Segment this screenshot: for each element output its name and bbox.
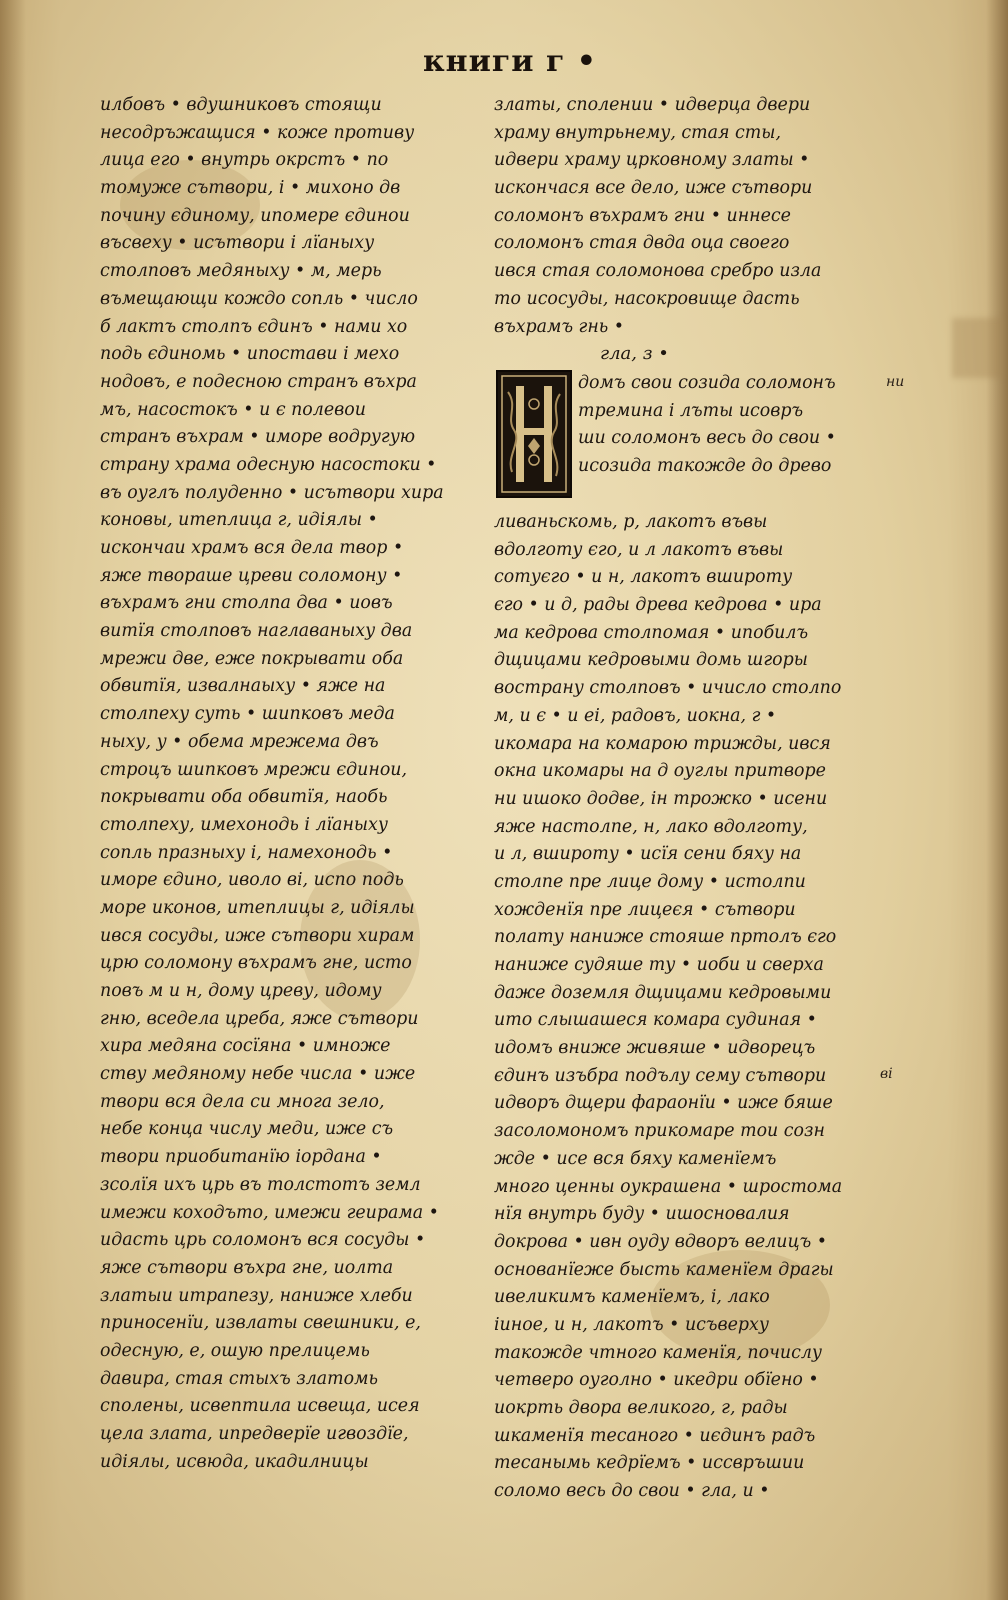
text-line: вдолготу єго, и л лакотъ въвы [494, 539, 784, 560]
text-line: соломо весь до свои • гла, и • [494, 1481, 770, 1502]
text-line: исозида такожде до древо [578, 456, 832, 477]
text-line: црю соломону въхрамъ гне, исто [100, 953, 412, 974]
text-line: твори приобитанїю іордана • [100, 1147, 382, 1168]
text-line: ливаньскомь, р, лакотъ въвы [494, 512, 768, 532]
text-line: сполены, исвептила исвеща, исея [100, 1396, 420, 1417]
text-line: приносенїи, извлаты свешники, е, [100, 1313, 421, 1334]
text-line: искончася все дело, иже сътвори [494, 178, 813, 199]
text-line: повъ м и н, дому цреву, идому [100, 981, 382, 1001]
text-line: жде • исе вся бяху каменїемъ [494, 1148, 777, 1169]
text-line: идомъ вниже живяше • идворецъ [494, 1038, 816, 1059]
text-line: витїя столповъ наглаваныху два [100, 621, 413, 642]
text-line: мъ, насостокъ • и є полевои [100, 399, 366, 420]
text-line: илбовъ • вдушниковъ стоящи [100, 95, 382, 115]
text-line: гню, вседела цреба, яже сътвори [100, 1008, 419, 1029]
text-line: основанїеже бысть каменїем драгы [494, 1259, 834, 1280]
text-line: столпеху суть • шипковъ меда [100, 704, 395, 725]
text-line: златы, сполении • идверца двери [494, 95, 811, 115]
text-line: наниже судяше ту • иоби и сверха [494, 955, 824, 975]
text-line: храму внутрьнему, стая сты, [494, 122, 781, 143]
text-line: зсолїя ихъ црь въ толстотъ земл [100, 1174, 421, 1195]
text-line: сотуєго • и н, лакотъ вшироту [494, 567, 793, 588]
text-line: ству медяному небе числа • иже [100, 1064, 416, 1085]
text-line: ито слышашеся комара судиная • [494, 1010, 817, 1031]
text-line: въхрамъ гни столпа два • иовъ [100, 593, 393, 614]
left-page-shadow [0, 0, 26, 1600]
text-line: идіялы, исвюда, икадилницы [100, 1451, 369, 1472]
text-line: нїя внутрь буду • ишосновалия [494, 1204, 790, 1225]
text-line: хожденїя пре лицеєя • сътвори [494, 899, 796, 920]
text-line: одесную, е, ошую прелицемь [100, 1340, 370, 1361]
text-line: ма кедрова столпомая • ипобилъ [494, 622, 809, 643]
text-line: идасть црь соломонъ вся сосуды • [100, 1230, 426, 1251]
text-line: єдинъ изъбра подълу сему сътвори [494, 1065, 827, 1086]
text-line: то исосуды, насокровище дасть [494, 288, 800, 309]
text-line: страну храма одесную насостоки • [100, 454, 437, 475]
text-line: столповъ медяныху • м, мерь [100, 261, 382, 282]
text-line: такожде чтного каменїя, почислу [494, 1342, 822, 1363]
text-line: хира медяна сосїяна • имноже [100, 1036, 391, 1057]
chapter-heading: гла, з • [600, 343, 669, 364]
text-line: въмещающи кождо сопль • число [100, 288, 418, 309]
text-line: столпеху, имехонодь і лїаныху [100, 814, 388, 835]
text-line: въхрамъ гнь • [494, 316, 625, 337]
text-line: окна икомары на д оуглы притворе [494, 761, 826, 782]
ornament-icon [498, 372, 570, 496]
text-line: тремина і лъты исовръ [578, 400, 804, 421]
text-line: тесанымь кедрїемъ • иссвръшии [494, 1453, 805, 1474]
text-line: много ценны оукрашена • шростома [494, 1176, 843, 1197]
text-line: шкаменїя тесаного • иєдинъ радъ [494, 1425, 816, 1446]
text-line: давира, стая стыхъ златомь [100, 1368, 379, 1389]
text-line: иморе єдино, иволо ві, испо подь [100, 870, 404, 891]
text-line: м, и є • и еі, радовъ, иокна, г • [494, 705, 777, 726]
text-line: соломонъ въхрамъ гни • иннесе [494, 205, 791, 226]
text-line: мрежи две, еже покрывати оба [100, 648, 404, 669]
text-line: обвитїя, извалнаыху • яже на [100, 676, 386, 697]
text-line: искончаи храмъ вся дела твор • [100, 538, 404, 558]
text-line: вострану столповъ • ичисло столпо [494, 678, 842, 699]
ink-bleed-through [952, 318, 1002, 378]
text-line: ивеликимъ каменїемъ, і, лако [494, 1287, 770, 1308]
left-text-column [100, 92, 472, 1492]
text-line: иокрть двора великого, г, рады [494, 1398, 788, 1418]
text-line: полату наниже стояше пртолъ єго [494, 927, 837, 948]
text-line: идвери храму црковному златы • [494, 150, 810, 171]
text-line: ныху, у • обема мрежема двъ [100, 731, 379, 752]
text-line: въ оуглъ полуденно • исътвори хира [100, 482, 444, 503]
initial-paragraph-lines [578, 370, 878, 510]
right-text-column-body [494, 509, 879, 1509]
margin-note-middle: ві [880, 1066, 893, 1082]
text-line: ни ишоко додве, ін трожко • исени [494, 788, 828, 809]
text-line: златыи итрапезу, наниже хлеби [100, 1285, 413, 1306]
text-line: єго • и д, рады древа кедрова • ира [494, 595, 822, 616]
text-line: въсвеху • исътвори і лїаныху [100, 233, 375, 254]
text-line: море иконов, итеплицы г, идіялы [100, 897, 415, 918]
text-line: домъ свои созида соломонъ [578, 373, 836, 393]
text-line: докрова • ивн оуду вдворъ велицъ • [494, 1231, 827, 1252]
text-line: коновы, итеплица г, идіялы • [100, 510, 378, 531]
text-line: засоломономъ прикомаре тои созн [494, 1121, 825, 1142]
text-line: нодовъ, е подесною странъ въхра [100, 371, 417, 392]
text-line: икомара на комарою трижды, ився [494, 733, 831, 754]
text-line: б лактъ столпъ єдинъ • нами хо [100, 316, 408, 337]
text-line: ши соломонъ весь до свои • [578, 428, 836, 449]
text-line: соломонъ стая двда оца своего [494, 233, 790, 254]
text-line: небе конца числу меди, иже съ [100, 1119, 394, 1140]
text-line: яже твораше цреви соломону • [100, 565, 403, 586]
text-line: яже сътвори въхра гне, иолта [100, 1257, 394, 1278]
text-line: томуже сътвори, і • михоно дв [100, 178, 401, 199]
text-line: идворъ дщери фараонїи • иже бяше [494, 1093, 833, 1114]
running-header: книги г • [423, 44, 597, 79]
text-line: покрывати оба обвитїя, наобь [100, 787, 388, 808]
text-line: цела злата, ипредверїе игвоздїе, [100, 1424, 409, 1444]
text-line: имежи коходъто, имежи геирама • [100, 1202, 439, 1223]
right-page-shadow [986, 0, 1008, 1600]
text-line: іиное, и н, лакотъ • исъверху [494, 1314, 769, 1335]
text-line: столпе пре лице дому • истолпи [494, 871, 806, 892]
text-line: даже доземля дщицами кедровыми [494, 982, 832, 1003]
margin-note-top: ни [886, 374, 905, 390]
text-line: четверо оуголно • икедри обїено • [494, 1370, 819, 1391]
text-line: дщицами кедровыми домь шгоры [494, 650, 808, 671]
text-line: твори вся дела си многа зело, [100, 1091, 385, 1112]
text-line: и л, вшироту • исїя сени бяху на [494, 844, 802, 865]
text-line: странъ въхрам • иморе водругую [100, 427, 416, 448]
text-line: несодръжащися • коже противу [100, 122, 415, 143]
text-line: почину єдиному, ипомере єдинои [100, 205, 410, 226]
right-text-column-top [494, 92, 879, 382]
text-line: строцъ шипковъ мрежи єдинои, [100, 759, 408, 780]
text-line: лица его • внутрь окрстъ • по [100, 150, 389, 171]
text-line: ився сосуды, иже сътвори хирам [100, 925, 415, 946]
text-line: сопль празныху і, намехонодь • [100, 842, 393, 863]
text-line: ився стая соломонова сребро изла [494, 261, 822, 282]
text-line: подь єдиномь • ипостави і мехо [100, 344, 400, 365]
text-line: яже настолпе, н, лако вдолготу, [494, 816, 808, 837]
decorated-initial-letter [496, 370, 572, 498]
